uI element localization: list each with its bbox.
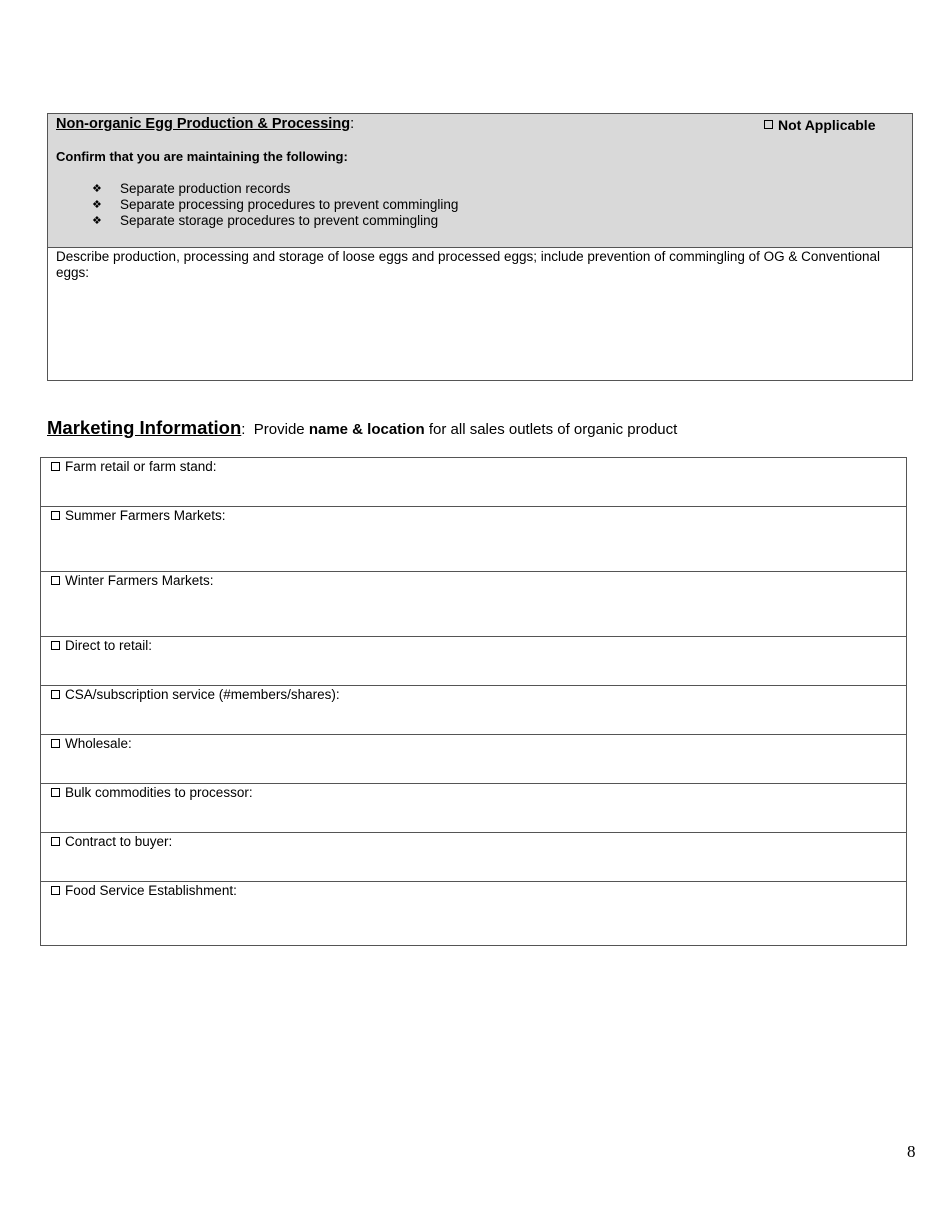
diamond-bullet-icon: ❖	[92, 199, 102, 211]
egg-production-section	[47, 113, 913, 381]
diamond-bullet-icon: ❖	[92, 215, 102, 227]
outlet-checkbox[interactable]	[51, 886, 60, 895]
egg-description-field[interactable]	[48, 248, 912, 281]
outlet-checkbox[interactable]	[51, 788, 60, 797]
egg-description-prompt: Describe production, processing and storage of loose eggs and processed eggs; include prevention of commingling of OG & Conventional eggs:	[56, 249, 880, 280]
outlet-checkbox[interactable]	[51, 462, 60, 471]
marketing-outlets-table	[40, 457, 907, 946]
outlet-checkbox[interactable]	[51, 837, 60, 846]
not-applicable-label: Not Applicable	[778, 117, 876, 133]
outlet-row-direct-retail[interactable]: Direct to retail:	[41, 637, 906, 686]
list-item: ❖ Separate storage procedures to prevent commingling	[92, 213, 439, 228]
not-applicable-checkbox[interactable]	[764, 120, 773, 129]
outlet-row-farm-retail[interactable]: Farm retail or farm stand:	[41, 458, 906, 507]
outlet-row-bulk-commodities[interactable]: Bulk commodities to processor:	[41, 784, 906, 833]
page-number: 8	[907, 1142, 916, 1161]
outlet-row-wholesale[interactable]: Wholesale:	[41, 735, 906, 784]
egg-section-title: Non-organic Egg Production & Processing:	[56, 116, 355, 132]
outlet-row-csa[interactable]: CSA/subscription service (#members/shares):	[41, 686, 906, 735]
diamond-bullet-icon: ❖	[92, 183, 102, 195]
outlet-row-winter-markets[interactable]: Winter Farmers Markets:	[41, 572, 906, 637]
confirm-instruction: Confirm that you are maintaining the following:	[56, 149, 348, 164]
outlet-row-contract-buyer[interactable]: Contract to buyer:	[41, 833, 906, 882]
outlet-checkbox[interactable]	[51, 511, 60, 520]
outlet-checkbox[interactable]	[51, 576, 60, 585]
outlet-checkbox[interactable]	[51, 690, 60, 699]
marketing-heading: Marketing Information: Provide name & location for all sales outlets of organic product	[47, 417, 678, 438]
outlet-checkbox[interactable]	[51, 641, 60, 650]
outlet-row-food-service[interactable]: Food Service Establishment:	[41, 882, 906, 945]
not-applicable-option[interactable]	[764, 117, 876, 133]
outlet-row-summer-markets[interactable]: Summer Farmers Markets:	[41, 507, 906, 572]
confirm-bullet-list	[92, 181, 458, 229]
outlet-checkbox[interactable]	[51, 739, 60, 748]
marketing-title: Marketing Information	[47, 417, 242, 438]
egg-section-header	[48, 114, 912, 248]
list-item: ❖ Separate processing procedures to prevent commingling	[92, 197, 459, 212]
list-item: ❖ Separate production records	[92, 181, 291, 196]
